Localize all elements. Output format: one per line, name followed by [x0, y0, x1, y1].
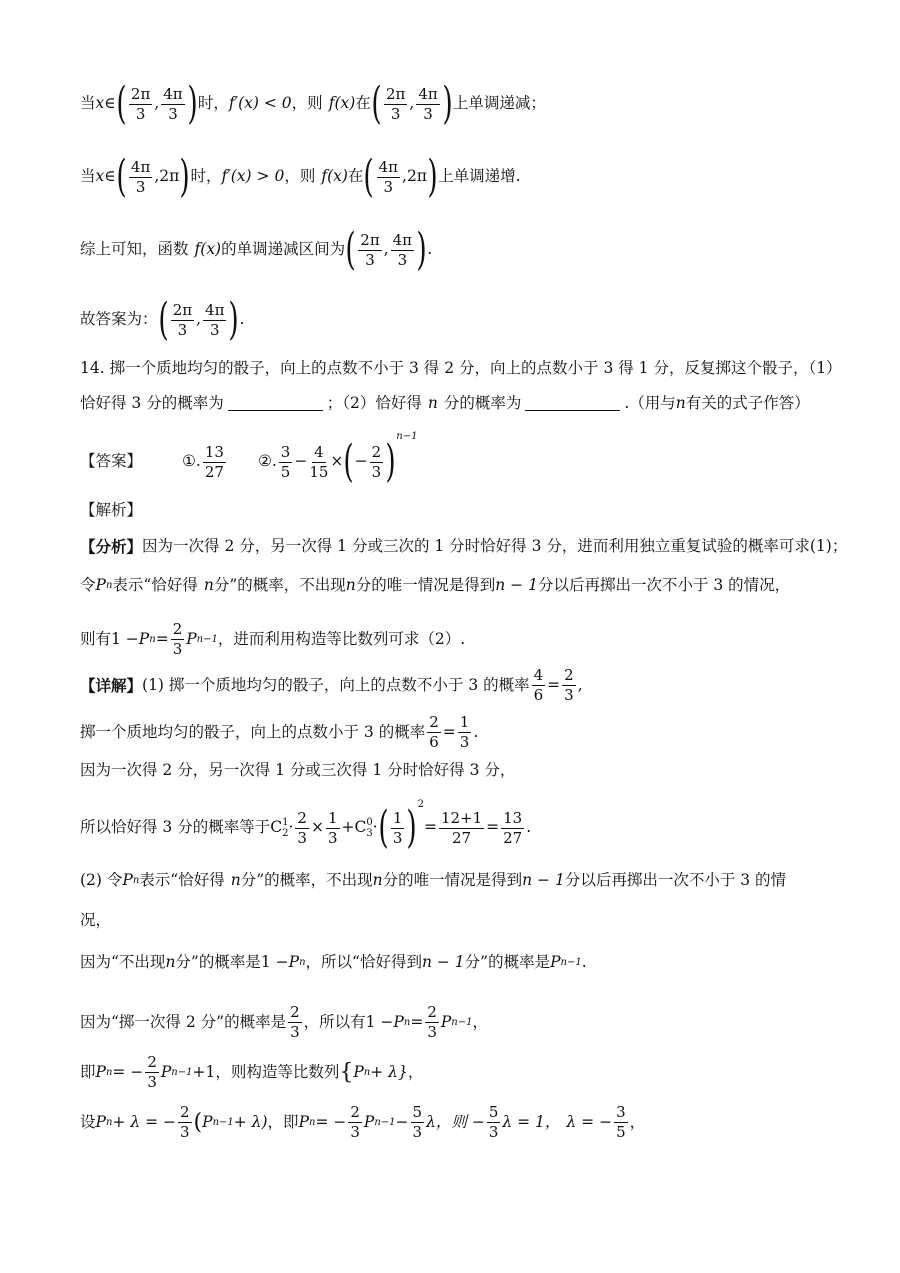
- solution-summary: 综上可知，函数 f (x) 的单调递减区间为 ( 2π 3 , 4π 3 ) .: [80, 224, 433, 275]
- fraction: $\frac{2}{3}$: [147, 1053, 157, 1091]
- fraction: $\frac{5}{3}$: [488, 1103, 499, 1141]
- fraction: $\frac{2}{3}$: [564, 666, 574, 704]
- interval-paren: ( 4π 3 ,2π ): [363, 151, 438, 202]
- fraction: 1 3: [392, 808, 403, 847]
- interval-paren: ( 2π 3 , 4π 3 ): [345, 224, 427, 275]
- detail-line8: 因为“掷一次得 2 分”的概率是 2 3 ，所以有 1 − P n = $\frac{2}{3}$ P n−1 ，: [80, 1003, 488, 1041]
- analysis-line2: 令 P n 表示“恰好得 n 分”的概率，不出现 n 分的唯一情况是得到 n − 1 分以后再掷出一次不小于 3 的情况，: [80, 576, 791, 594]
- fraction: $\frac{1}{3}$: [327, 808, 338, 847]
- fraction: 3 5: [280, 442, 291, 481]
- interval-paren: ( 2π 3 , 4π 3 ): [116, 78, 198, 129]
- interval-paren: ( 2π 3 , 4π 3 ): [371, 78, 453, 129]
- fraction: $\frac{2}{3}$: [427, 1003, 437, 1041]
- solution-line-increasing: 当 x ∈ ( 4π 3 ,2π ) 时， f′ (x) > 0 ，则 f (x) 在 ( 4π 3 ,2π ) 上单调递增.: [80, 151, 521, 202]
- fraction: $\frac{4}{15}$: [309, 442, 329, 481]
- fraction: $\frac{12+1}{27}$: [440, 808, 483, 847]
- detail-line2: 掷一个质地均匀的骰子，向上的点数小于 3 的概率 $\frac{2}{6}$ = $\frac{1}{3}$ .: [80, 713, 479, 751]
- fraction: 2π 3: [130, 84, 151, 123]
- detail-line9: 即 P n = − $\frac{2}{3}$ P n−1 +1，则构造等比数列 { P n + λ} ，: [80, 1053, 424, 1091]
- final-answer-line: 故答案为： ( 2π 3 , 4π 3 ) .: [80, 294, 245, 345]
- fraction: $\frac{3}{5}$: [616, 1103, 626, 1141]
- detail-line4: 所以恰好得 3 分的概率等于 C 1 2 · $\frac{2}{3}$ × $\frac{1}{3}$ +C 0 3 · ( 1 3 ) $^2$ = $\frac{12+1}{27}$ = $\frac{13}{27}$ .: [80, 799, 532, 853]
- analysis-label: 【解析】: [80, 501, 143, 519]
- fraction: 2 3: [290, 1003, 300, 1041]
- fraction: $\frac{2}{3}$: [172, 620, 183, 658]
- detail-line3: 因为一次得 2 分，另一次得 1 分或三次得 1 分时恰好得 3 分，: [80, 761, 516, 779]
- fraction: $\frac{2}{3}$: [350, 1103, 360, 1141]
- detail-line5: (2) 令 P n 表示“恰好得 n 分”的概率，不出现 n 分的唯一情况是得到 n − 1 分以后再掷出一次不小于 3 的情: [80, 871, 787, 889]
- question-14-line1: 14. 掷一个质地均匀的骰子，向上的点数不小于 3 得 2 分，向上的点数小于 3 得 1 分，反复掷这个骰子，（1）: [80, 359, 842, 377]
- answer-blank-2: [525, 396, 620, 411]
- fraction: 13 27: [204, 442, 224, 481]
- analysis-line1: 【分析】 因为一次得 2 分，另一次得 1 分或三次的 1 分时恰好得 3 分，进而利用独立重复试验的概率可求(1)；: [80, 537, 848, 556]
- fraction: $\frac{13}{27}$: [503, 808, 523, 847]
- fraction: $\frac{2}{6}$: [429, 713, 439, 751]
- fraction: $\frac{2}{3}$: [297, 808, 307, 847]
- interval-paren: ( 4π 3 ,2π ): [116, 151, 191, 202]
- detail-line10: 设 P n + λ = − $\frac{2}{3}$ ( P n−1 + λ) ，即 P n = − $\frac{2}{3}$ P n−1 − $\frac{5}{3}$ λ，则 − $\frac{5}{3}$ λ = 1， λ = − $\frac{3}{5}$ ，: [80, 1103, 646, 1141]
- solution-line-decreasing: 当 x ∈ ( 2π 3 , 4π 3 ) 时， f′ (x) < 0 ，则 f (x) 在 ( 2π 3 , 4π 3 ) 上单调递减；: [80, 78, 546, 129]
- answer-line: 【答案】 ①. 13 27 ②. 3 5 − $\frac{4}{15}$ × ( − $\frac{2}{3}$ ) $^{n-1}$: [80, 431, 418, 487]
- fraction: 4π 3: [378, 157, 399, 196]
- detail-line1: 【详解】 (1) 掷一个质地均匀的骰子，向上的点数不小于 3 的概率 $\frac{4}{6}$ = $\frac{2}{3}$ ,: [80, 666, 583, 704]
- analysis-line3: 则有 1 − P n = $\frac{2}{3}$ P n−1 ，进而利用构造等比数列可求（2）.: [80, 620, 466, 658]
- question-14-line2: 恰好得 3 分的概率为 ；（2）恰好得 n 分的概率为 .（用与 n 有关的式子作答）: [80, 394, 810, 412]
- fraction: $\frac{2}{3}$: [179, 1103, 190, 1141]
- fraction: 2π 3: [360, 230, 380, 269]
- fraction: 4π 3: [392, 230, 413, 269]
- fraction: 4π 3: [205, 300, 225, 339]
- fraction: $\frac{1}{3}$: [459, 713, 470, 751]
- fraction: 4π 3: [130, 157, 151, 196]
- answer-blank-1: [228, 396, 323, 411]
- fraction: 2π 3: [385, 84, 406, 123]
- fraction: $\frac{4}{6}$: [533, 666, 544, 704]
- detail-line6: 况，: [80, 911, 112, 929]
- fraction: $\frac{5}{3}$: [412, 1103, 423, 1141]
- interval-paren: ( 2π 3 , 4π 3 ): [157, 294, 240, 345]
- fraction: 2π 3: [172, 300, 193, 339]
- fraction: 4π 3: [163, 84, 183, 123]
- detail-line7: 因为“不出现 n 分”的概率是 1 − P n ，所以“恰好得到 n − 1 分”的概率是 P n−1 .: [80, 953, 587, 971]
- fraction: $\frac{2}{3}$: [371, 442, 382, 481]
- fraction: 4π 3: [418, 84, 438, 123]
